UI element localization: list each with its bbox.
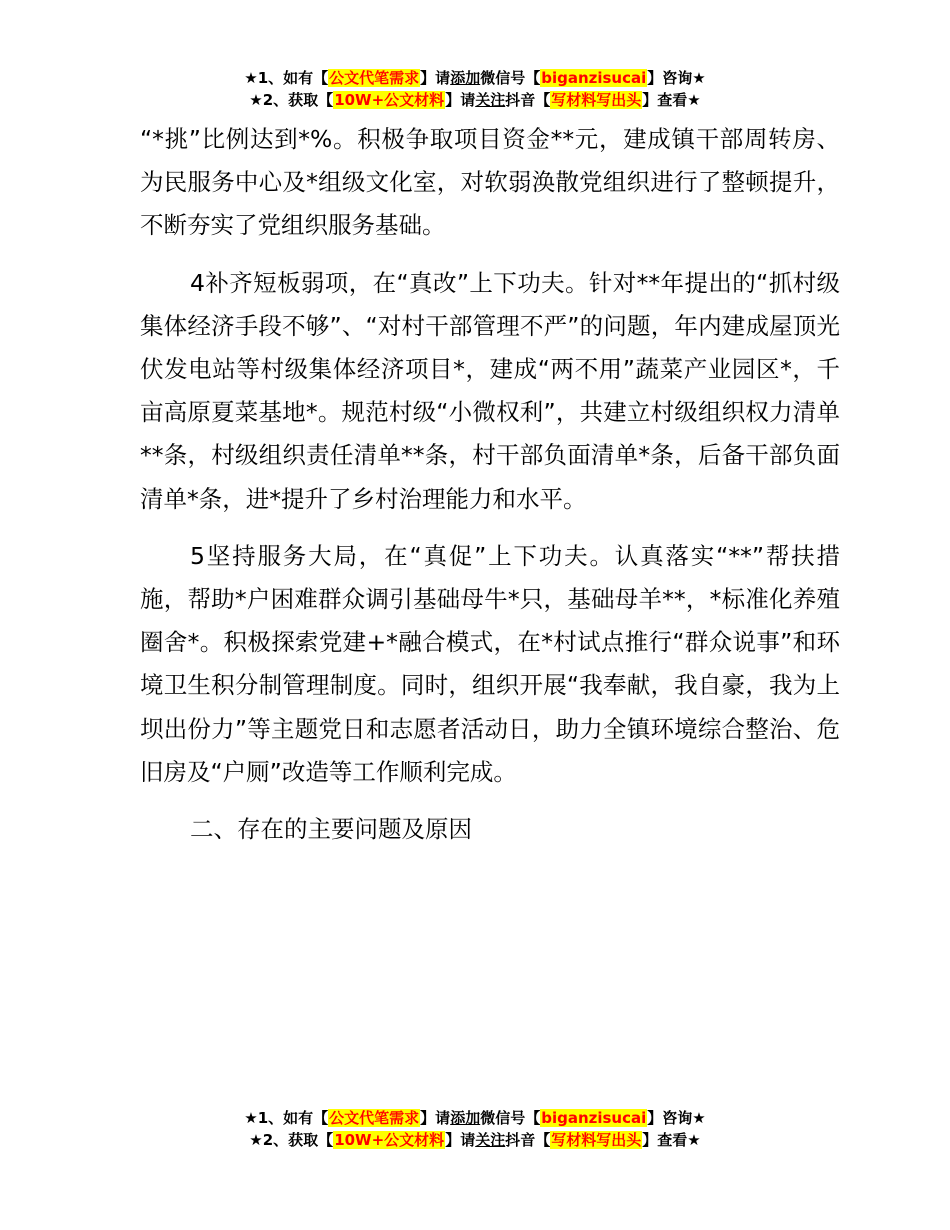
banner-text: 】请 xyxy=(445,91,476,109)
header-banner xyxy=(0,67,950,111)
banner-highlight-materials: 10W+公文材料 xyxy=(334,1131,445,1149)
banner-underline-follow: 关注 xyxy=(475,1131,506,1149)
banner-text: 抖音【 xyxy=(505,1131,551,1149)
banner-text: 抖音【 xyxy=(505,91,551,109)
banner-line-2 xyxy=(0,1129,950,1151)
banner-text: 】请 xyxy=(445,1131,476,1149)
banner-highlight-materials: 10W+公文材料 xyxy=(334,91,445,109)
paragraph-continued: “*挑”比例达到*%。积极争取项目资金**元，建成镇干部周转房、为民服务中心及*组级文化室，对软弱涣散党组织进行了整顿提升，不断夯实了党组织服务基础。 xyxy=(140,125,840,240)
paragraph-item-5: 5坚持服务大局，在“真促”上下功夫。认真落实“**”帮扶措施，帮助*户困难群众调引基础母牛*只，基础母羊**，*标准化养殖圈舍*。积极探索党建+*融合模式，在*村试点推行“群众说事”和环境卫生积分制管理制度。同时，组织开展“我奉献，我自豪，我为上坝出份力”等主题党日和志愿者活动日，助力全镇环境综合整治、危旧房及“户厕”改造等工作顺利完成。 xyxy=(140,541,840,786)
banner-text: ★2、获取【 xyxy=(249,1131,334,1149)
banner-text: 】咨询★ xyxy=(647,69,706,87)
banner-text: ★2、获取【 xyxy=(249,91,334,109)
banner-text: 微信号【 xyxy=(480,1109,541,1127)
banner-line-2 xyxy=(0,89,950,111)
banner-text: 】咨询★ xyxy=(647,1109,706,1127)
banner-text: ★1、如有【 xyxy=(244,69,329,87)
section-heading: 二、存在的主要问题及原因 xyxy=(190,815,472,844)
banner-text: 】查看★ xyxy=(642,91,701,109)
banner-highlight-wechat-id: biganzisucai xyxy=(541,69,647,87)
paragraph-item-4: 4补齐短板弱项，在“真改”上下功夫。针对**年提出的“抓村级集体经济手段不够”、“对村干部管理不严”的问题，年内建成屋顶光伏发电站等村级集体经济项目*，建成“两不用”蔬菜产业园区*，千亩高原夏菜基地*。规范村级“小微权利”，共建立村级组织权力清单**条，村级组织责任清单**条，村干部负面清单*条，后备干部负面清单*条，进*提升了乡村治理能力和水平。 xyxy=(140,268,840,513)
footer-banner xyxy=(0,1107,950,1151)
banner-highlight-wechat-id: biganzisucai xyxy=(541,1109,647,1127)
banner-line-1 xyxy=(0,67,950,89)
banner-highlight-service: 公文代笔需求 xyxy=(329,69,420,87)
document-body xyxy=(140,118,840,851)
banner-underline-add: 添加 xyxy=(450,1109,481,1127)
banner-text: 微信号【 xyxy=(480,69,541,87)
banner-text: 】请 xyxy=(420,69,451,87)
banner-underline-add: 添加 xyxy=(450,69,481,87)
banner-highlight-douyin: 写材料写出头 xyxy=(551,91,642,109)
banner-highlight-douyin: 写材料写出头 xyxy=(551,1131,642,1149)
banner-highlight-service: 公文代笔需求 xyxy=(329,1109,420,1127)
banner-line-1 xyxy=(0,1107,950,1129)
banner-underline-follow: 关注 xyxy=(475,91,506,109)
banner-text: 】请 xyxy=(420,1109,451,1127)
banner-text: ★1、如有【 xyxy=(244,1109,329,1127)
banner-text: 】查看★ xyxy=(642,1131,701,1149)
